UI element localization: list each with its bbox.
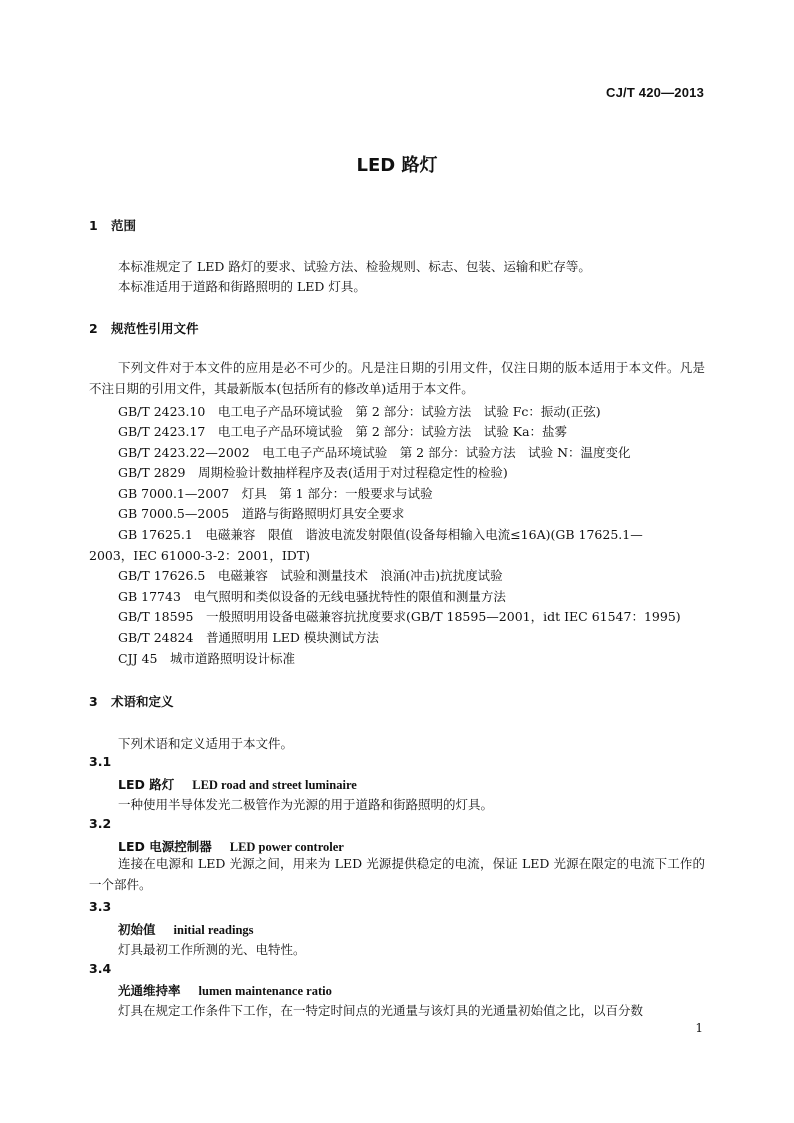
term-definition: 灯具在规定工作条件下工作，在一特定时间点的光通量与该灯具的光通量初始值之比，以百分数: [118, 1003, 644, 1018]
term-name-zh: LED 路灯: [118, 777, 175, 792]
reference-item: GB 7000.5—2005 道路与街路照明灯具安全要求: [118, 506, 405, 521]
reference-item: GB 17743 电气照明和类似设备的无线电骚扰特性的限值和测量方法: [118, 589, 506, 604]
reference-item: GB/T 2829 周期检验计数抽样程序及表(适用于对过程稳定性的检验): [118, 465, 508, 480]
term-definition: 一种使用半导体发光二极管作为光源的用于道路和街路照明的灯具。: [118, 797, 494, 812]
term-name: [118, 981, 332, 999]
section-title: 范围: [111, 218, 137, 233]
term-number: 3.2: [89, 816, 112, 831]
reference-item: GB/T 2423.10 电工电子产品环境试验 第 2 部分：试验方法 试验 Fc：振动(正弦): [118, 404, 601, 419]
reference-item: GB/T 2423.22—2002 电工电子产品环境试验 第 2 部分：试验方法 试验 N：温度变化: [118, 445, 631, 460]
reference-item: GB/T 24824 普通照明用 LED 模块测试方法: [118, 630, 379, 645]
section-title: 规范性引用文件: [111, 321, 199, 336]
term-name: [118, 775, 357, 793]
standard-code: CJ/T 420—2013: [606, 85, 704, 100]
term-name-en: LED road and street luminaire: [192, 778, 357, 792]
scope-paragraph-2: 本标准适用于道路和街路照明的 LED 灯具。: [118, 279, 366, 294]
document-title: LED 路灯: [356, 155, 438, 176]
reference-item: GB 7000.1—2007 灯具 第 1 部分：一般要求与试验: [118, 486, 433, 501]
reference-item: GB 17625.1 电磁兼容 限值 谐波电流发射限值(设备每相输入电流≤16A)(GB 17625.1—: [118, 527, 643, 542]
terms-intro: 下列术语和定义适用于本文件。: [118, 736, 294, 751]
section-number: 1: [89, 218, 98, 233]
section-number: 3: [89, 694, 98, 709]
term-name: [118, 920, 254, 938]
term-number: 3.3: [89, 899, 112, 914]
section-2-heading: [89, 319, 199, 337]
scope-paragraph-1: 本标准规定了 LED 路灯的要求、试验方法、检验规则、标志、包装、运输和贮存等。: [118, 259, 591, 274]
term-number: 3.1: [89, 754, 112, 769]
term-definition: 连接在电源和 LED 光源之间，用来为 LED 光源提供稳定的电流，保证 LED 光源在限定的电流下工作的一个部件。: [89, 856, 705, 892]
section-number: 2: [89, 321, 98, 336]
reference-item: GB/T 17626.5 电磁兼容 试验和测量技术 浪涌(冲击)抗扰度试验: [118, 568, 503, 583]
term-name-zh: 光通维持率: [118, 983, 181, 998]
section-1-heading: [89, 216, 136, 234]
page-number: 1: [695, 1021, 703, 1035]
term-name: [118, 837, 344, 855]
term-name-en: initial readings: [173, 923, 254, 937]
term-number: 3.4: [89, 961, 112, 976]
reference-item: GB/T 2423.17 电工电子产品环境试验 第 2 部分：试验方法 试验 Ka：盐雾: [118, 424, 568, 439]
term-name-en: LED power controler: [229, 840, 344, 854]
term-name-en: lumen maintenance ratio: [198, 984, 332, 998]
reference-item: GB/T 18595 一般照明用设备电磁兼容抗扰度要求(GB/T 18595—2001，idt IEC 61547：1995): [118, 609, 681, 624]
term-name-zh: LED 电源控制器: [118, 839, 212, 854]
section-title: 术语和定义: [111, 694, 174, 709]
references-intro: 下列文件对于本文件的应用是必不可少的。凡是注日期的引用文件，仅注日期的版本适用于本文件。凡是不注日期的引用文件，其最新版本(包括所有的修改单)适用于本文件。: [89, 360, 705, 396]
section-3-heading: [89, 692, 174, 710]
reference-item: CJJ 45 城市道路照明设计标准: [118, 651, 295, 666]
term-definition: 灯具最初工作所测的光、电特性。: [118, 942, 306, 957]
term-name-zh: 初始值: [118, 922, 156, 937]
reference-item-continuation: 2003，IEC 61000-3-2：2001，IDT): [89, 548, 311, 563]
